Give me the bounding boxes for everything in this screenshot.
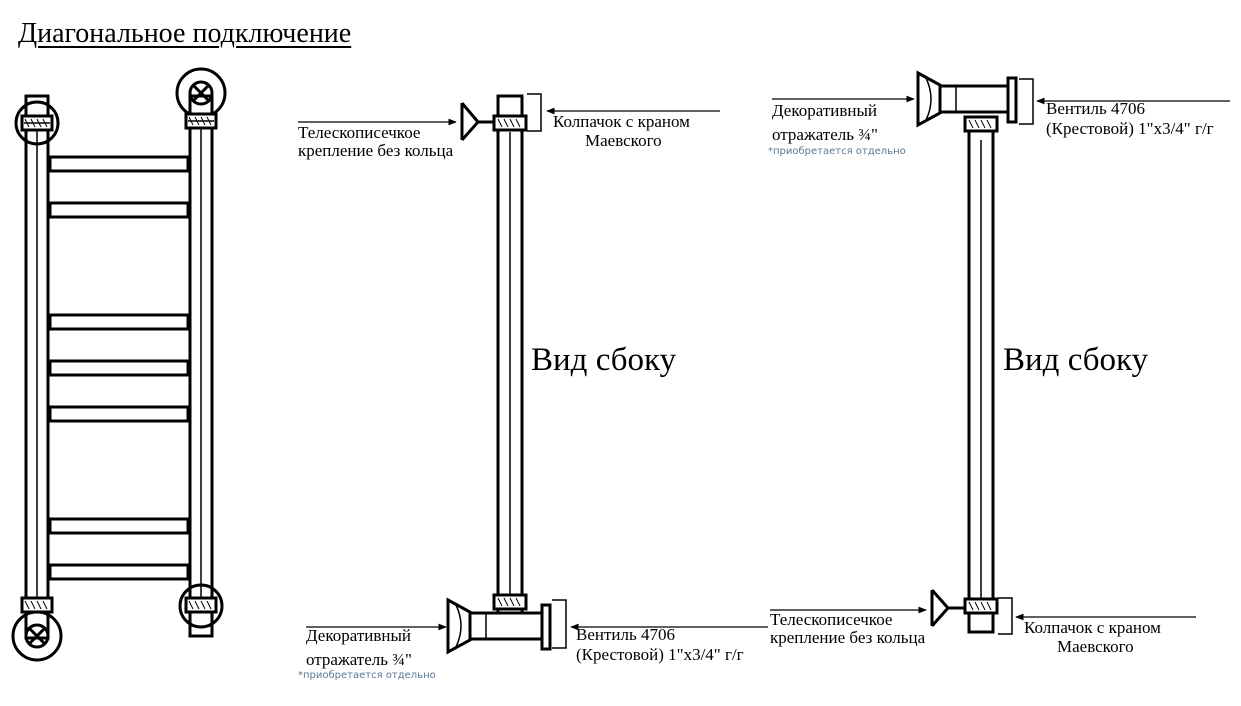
valve-top-label-line1: Вентиль 4706	[1046, 99, 1145, 118]
mount-bottom-label-line2: крепление без кольца	[770, 628, 926, 647]
cap-top-label-line2: Маевского	[585, 131, 662, 150]
cap-top-label-line1: Колпачок с краном	[553, 112, 690, 131]
reflector-top-label-line1: Декоративный	[772, 101, 878, 120]
side-view-label-left: Вид сбоку	[531, 342, 677, 378]
cap-bottom-label-line1: Колпачок с краном	[1024, 618, 1161, 637]
cap-bottom-label-line2: Маевского	[1057, 637, 1134, 656]
valve-top-label-line2: (Крестовой) 1"x3/4" г/г	[1046, 119, 1214, 138]
reflector-bottom-label-line2: отражатель ¾"	[306, 650, 412, 669]
front-view-towel-rail	[13, 69, 225, 660]
reflector-top-note: *приобретается отдельно	[768, 146, 906, 157]
reflector-bottom-label-line1: Декоративный	[306, 626, 412, 645]
horizontal-bars	[50, 157, 188, 579]
reflector-top-label-line2: отражатель ¾"	[772, 125, 878, 144]
page-title: Диагональное подключение	[18, 18, 352, 49]
mount-bottom-label-line1: Телескописечкое	[770, 610, 893, 629]
mount-top-label-line2: крепление без кольца	[298, 141, 454, 160]
valve-bottom-label-line2: (Крестовой) 1"x3/4" г/г	[576, 645, 744, 664]
mount-top-label-line1: Телескописечкое	[298, 123, 421, 142]
reflector-bottom-note: *приобретается отдельно	[298, 670, 436, 681]
side-view-label-right: Вид сбоку	[1003, 342, 1149, 378]
valve-bottom-label-line1: Вентиль 4706	[576, 625, 675, 644]
